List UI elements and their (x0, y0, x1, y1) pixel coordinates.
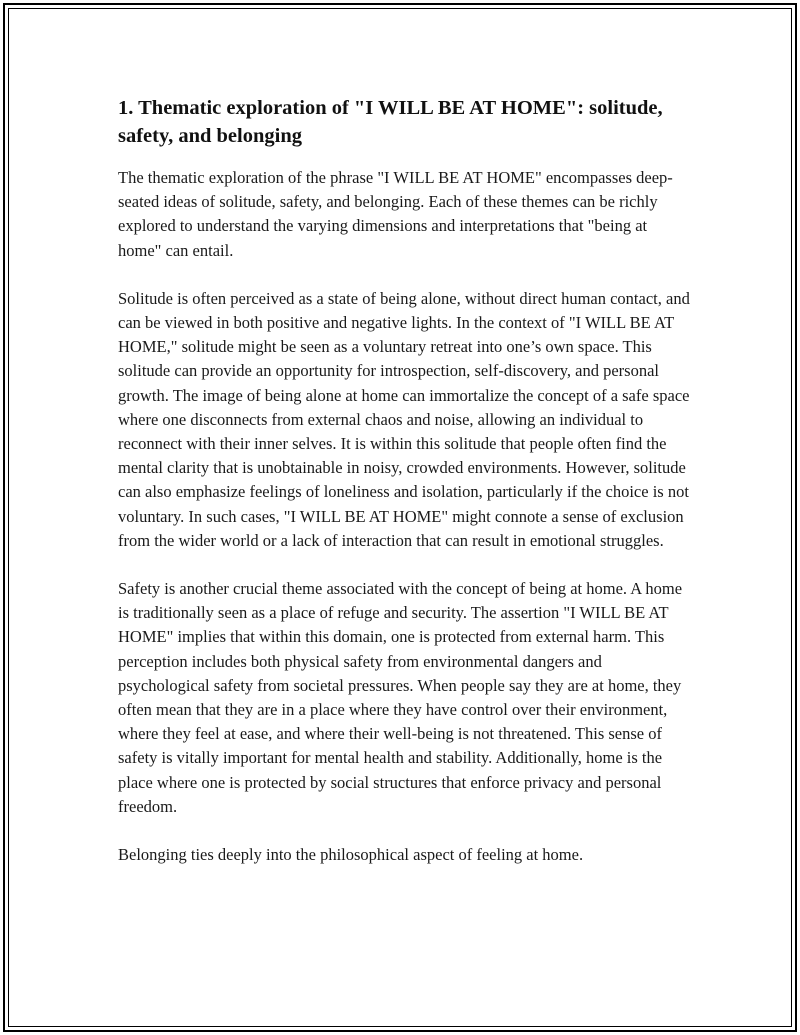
paragraph-intro: The thematic exploration of the phrase "I WILL BE AT HOME" encompasses deep-seated ideas of solitude, safety, and belonging. Each of these themes can be richly explored to understand the varying dimensions and interpretations that "being at home" can entail. (118, 168, 673, 260)
paragraph-belonging: Belonging ties deeply into the philosophical aspect of feeling at home. (118, 845, 584, 865)
document-body (118, 94, 690, 891)
section-heading: 1. Thematic exploration of "I WILL BE AT HOME": solitude, safety, and belonging (118, 97, 663, 147)
paragraph-safety: Safety is another crucial theme associated with the concept of being at home. A home is traditionally seen as a place of refuge and security. The assertion "I WILL BE AT HOME" implies that within this domain, one is protected from external harm. This perception includes both physical safety from environmental dangers and psychological safety from societal pressures. When people say they are at home, they often mean that they are in a place where they have control over their environment, where they feel at ease, and where their well-being is not threatened. This sense of safety is vitally important for mental health and stability. Additionally, home is the place where one is protected by social structures that enforce privacy and personal freedom. (118, 579, 683, 816)
paragraph-solitude: Solitude is often perceived as a state of being alone, without direct human contact, and can be viewed in both positive and negative lights. In the context of "I WILL BE AT HOME," solitude might be seen as a voluntary retreat into one’s own space. This solitude can provide an opportunity for introspection, self-discovery, and personal growth. The image of being alone at home can immortalize the concept of a safe space where one disconnects from external chaos and noise, allowing an individual to reconnect with their inner selves. It is within this solitude that people often find the mental clarity that is unobtainable in noisy, crowded environments. However, solitude can also emphasize feelings of loneliness and isolation, particularly if the choice is not voluntary. In such cases, "I WILL BE AT HOME" might connote a sense of exclusion from the wider world or a lack of interaction that can result in emotional struggles. (118, 288, 690, 550)
